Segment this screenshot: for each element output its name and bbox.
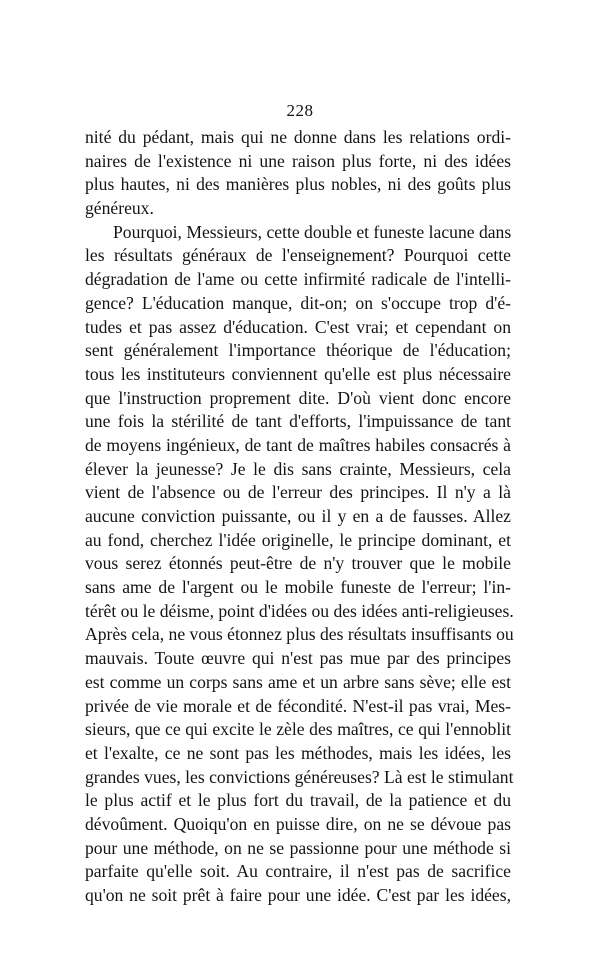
text-line: tous les instituteurs conviennent qu'elle est plus nécessaire (85, 363, 511, 384)
text-line: grandes vues, les convictions généreuses? Là est le stimulant (85, 766, 514, 787)
text-line: et l'exalte, ce ne sont pas les méthodes, mais les idées, les (85, 742, 511, 763)
text-line: Pourquoi, Messieurs, cette double et funeste lacune dans (113, 221, 512, 242)
text-line: est comme un corps sans ame et un arbre sans sève; elle est (85, 671, 511, 692)
text-line: une fois la stérilité de tant d'efforts, l'impuissance de tant (85, 411, 511, 432)
text-line: de moyens ingénieux, de tant de maîtres habiles consacrés à (85, 434, 511, 455)
text-line: dévoûment. Quoiqu'on en puisse dire, on ne se dévoue pas (85, 813, 511, 834)
text-line: vous serez étonnés peut-être de n'y trouver que le mobile (85, 553, 511, 574)
text-line: au fond, cherchez l'idée originelle, le principe dominant, et (85, 529, 511, 550)
text-line: vient de l'absence ou de l'erreur des principes. Il n'y a là (85, 482, 511, 503)
text-line: Après cela, ne vous étonnez plus des résultats insuffisants ou (85, 624, 514, 645)
text-line: parfaite qu'elle soit. Au contraire, il n'est pas de sacrifice (85, 861, 511, 882)
text-line: sieurs, que ce qui excite le zèle des maîtres, ce qui l'ennoblit (85, 719, 511, 740)
text-line: élever la jeunesse? Je le dis sans crainte, Messieurs, cela (85, 458, 511, 479)
text-line: gence? L'éducation manque, dit-on; on s'occupe trop d'é- (85, 292, 511, 313)
text-line: généreux. (85, 198, 154, 219)
text-line: sent généralement l'importance théorique de l'éducation; (85, 340, 511, 361)
text-line: mauvais. Toute œuvre qui n'est pas mue par des principes (85, 648, 511, 669)
text-line: plus hautes, ni des manières plus nobles, ni des goûts plus (85, 174, 511, 195)
body-text (85, 126, 514, 908)
text-line: pour une méthode, on ne se passionne pour une méthode si (85, 837, 511, 858)
text-line: dégradation de l'ame ou cette infirmité radicale de l'intelli- (85, 269, 511, 290)
text-line: sans ame de l'argent ou le mobile funeste de l'erreur; l'in- (85, 577, 511, 598)
text-line: le plus actif et le plus fort du travail, de la patience et du (85, 790, 511, 811)
text-line: térêt ou le déisme, point d'idées ou des idées anti-religieuses. (85, 600, 514, 621)
text-line: qu'on ne soit prêt à faire pour une idée. C'est par les idées, (85, 885, 511, 905)
text-line: tudes et pas assez d'éducation. C'est vrai; et cependant on (85, 316, 511, 337)
page-number: 228 (286, 101, 314, 120)
text-line: aucune conviction puissante, ou il y en a de fausses. Allez (85, 506, 511, 526)
text-line: naires de l'existence ni une raison plus forte, ni des idées (85, 150, 511, 171)
text-line: nité du pédant, mais qui ne donne dans les relations ordi- (85, 127, 511, 147)
text-line: les résultats généraux de l'enseignement? Pourquoi cette (85, 245, 511, 266)
paragraph-main (85, 221, 514, 908)
text-line: privée de vie morale et de fécondité. N'est-il pas vrai, Mes- (85, 695, 511, 716)
text-line: que l'instruction proprement dite. D'où vient donc encore (85, 387, 511, 408)
paragraph-continuation (85, 126, 511, 221)
